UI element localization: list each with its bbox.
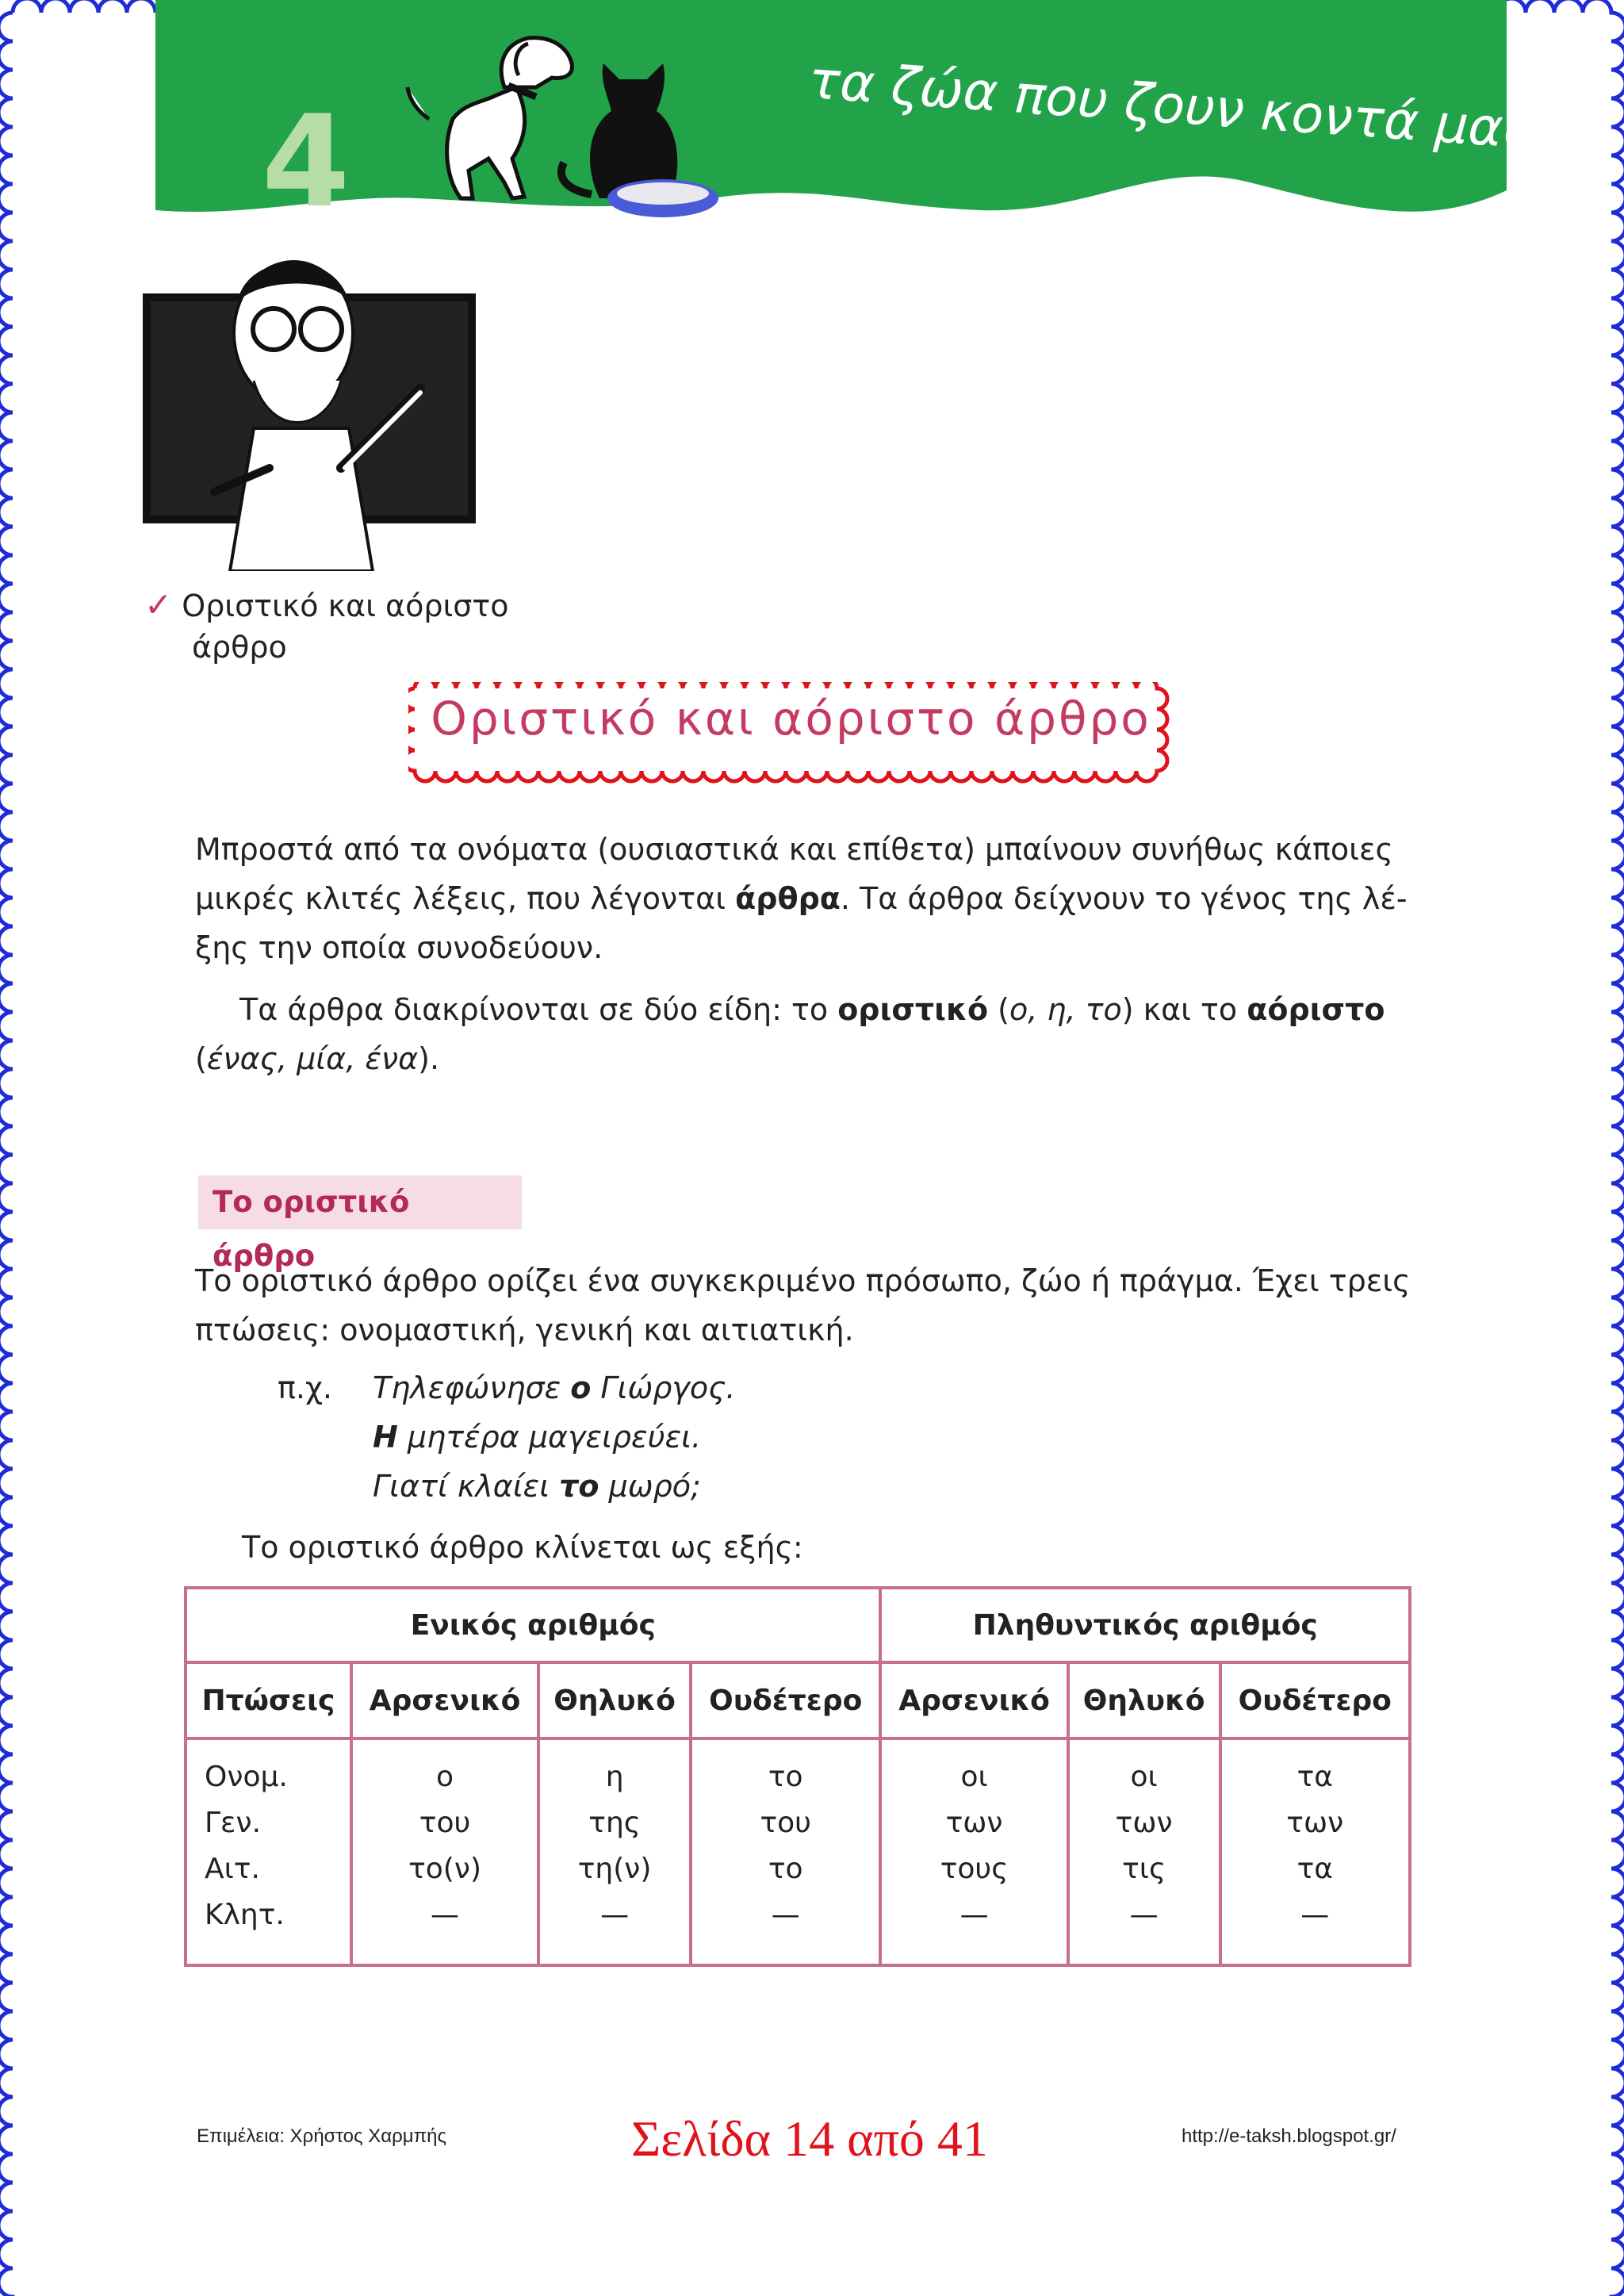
ex3-a: Γιατί κλαίει	[373, 1469, 560, 1504]
col-sg-masculine: Αρσενικό	[351, 1662, 538, 1738]
teacher-illustration	[135, 230, 492, 571]
ex1-c: Γιώργος.	[591, 1370, 736, 1405]
footer-link[interactable]: http://e-taksh.blogspot.gr/	[1182, 2125, 1396, 2147]
table-cell: του	[419, 1807, 471, 1839]
ex2-article: Η	[373, 1420, 398, 1455]
table-cell: η	[605, 1761, 624, 1793]
intro-paragraph-1	[195, 825, 1416, 972]
pl-masculine-cell	[880, 1738, 1067, 1965]
table-cell: των	[945, 1807, 1003, 1839]
lesson-title: Οριστικό και αόριστο άρθρο	[431, 692, 1151, 746]
table-cell: το	[768, 1853, 803, 1885]
sg-neuter-cell	[691, 1738, 880, 1965]
ex2-b: μητέρα μαγειρεύει.	[397, 1420, 702, 1455]
table-cell: τη(ν)	[577, 1853, 652, 1885]
pl-neuter-cell	[1220, 1738, 1410, 1965]
case-vocative: Κλητ.	[205, 1899, 285, 1931]
example-label: π.χ.	[278, 1370, 332, 1405]
col-cases: Πτώσεις	[186, 1662, 351, 1738]
objective-line-2: άρθρο	[192, 630, 287, 665]
table-cell: της	[588, 1807, 641, 1839]
p2-text-b: (	[988, 992, 1009, 1027]
indefinite-forms: ένας, μία, ένα	[206, 1041, 419, 1076]
table-cell: —	[431, 1899, 460, 1931]
table-cell: οι	[960, 1761, 988, 1793]
case-genitive: Γεν.	[205, 1807, 262, 1839]
col-pl-feminine: Θηλυκό	[1068, 1662, 1220, 1738]
table-cell: το(ν)	[408, 1853, 481, 1885]
table-cell: —	[1129, 1899, 1159, 1931]
chapter-title: τα ζώα που ζουν κοντά μας	[806, 49, 1536, 161]
p2-text-c: ) και το	[1121, 992, 1247, 1027]
ex3-article: το	[559, 1469, 599, 1504]
table-cell: ο	[436, 1761, 454, 1793]
table-cell: τις	[1122, 1853, 1166, 1885]
sg-feminine-cell	[538, 1738, 691, 1965]
singular-header: Ενικός αριθμός	[186, 1588, 880, 1662]
table-number-row	[186, 1588, 1410, 1662]
table-cell: —	[959, 1899, 989, 1931]
objective-line-1: Οριστικό και αόριστο	[182, 588, 509, 623]
table-cell: του	[760, 1807, 811, 1839]
table-cell: των	[1115, 1807, 1173, 1839]
intro-text: Μπροστά από τα ονόματα (ουσιαστικά και επίθετα) μπαίνουν συνήθως κάποιες μικρές κλιτές λέξεις, που λέγονται	[195, 832, 1393, 916]
ex3-c: μωρό;	[599, 1469, 701, 1504]
p2-text-a: Τα άρθρα διακρίνονται σε δύο είδη: το	[239, 992, 838, 1027]
declension-table	[184, 1586, 1411, 1967]
section-heading: Το οριστικό άρθρο	[198, 1175, 522, 1229]
p2-text-d: (	[195, 1041, 207, 1076]
declension-intro: Το οριστικό άρθρο κλίνεται ως εξής:	[242, 1530, 803, 1565]
col-pl-masculine: Αρσενικό	[880, 1662, 1067, 1738]
term-articles: άρθρα	[735, 881, 841, 916]
table-cell: τους	[940, 1853, 1009, 1885]
plural-header: Πληθυντικός αριθμός	[880, 1588, 1410, 1662]
objective-item	[144, 581, 509, 631]
table-cell: —	[600, 1899, 630, 1931]
ex1-a: Τηλεφώνησε	[373, 1370, 571, 1405]
example-3	[373, 1469, 701, 1504]
ex1-article: ο	[570, 1370, 592, 1405]
footer-author: Επιμέλεια: Χρήστος Χαρμπής	[197, 2125, 447, 2147]
col-sg-feminine: Θηλυκό	[538, 1662, 691, 1738]
term-indefinite: αόριστο	[1247, 992, 1385, 1027]
term-definite: οριστικό	[837, 992, 989, 1027]
check-icon: ✓	[144, 585, 173, 624]
table-row	[186, 1738, 1410, 1965]
table-cell: τα	[1297, 1761, 1333, 1793]
col-sg-neuter: Ουδέτερο	[691, 1662, 880, 1738]
intro-text-end: . Τα άρθρα δείχνουν το γένος της λέ-ξης την οποία συνοδεύουν.	[195, 881, 1408, 965]
table-cell: —	[1300, 1899, 1330, 1931]
case-nominative: Ονομ.	[205, 1761, 288, 1793]
table-cell: το	[768, 1761, 803, 1793]
case-accusative: Αιτ.	[205, 1853, 260, 1885]
chapter-number: 4	[262, 87, 350, 236]
footer-page-number: Σελίδα 14 από 41	[631, 2110, 988, 2167]
table-cell: τα	[1297, 1853, 1333, 1885]
intro-paragraph-2	[195, 985, 1416, 1083]
table-cell: των	[1286, 1807, 1344, 1839]
col-pl-neuter: Ουδέτερο	[1220, 1662, 1410, 1738]
pl-feminine-cell	[1068, 1738, 1220, 1965]
cases-cell	[186, 1738, 351, 1965]
section-text: Το οριστικό άρθρο ορίζει ένα συγκεκριμένο πρόσωπο, ζώο ή πράγμα. Έχει τρεις πτώσεις: ονομαστική, γενική και αιτιατική.	[195, 1263, 1411, 1347]
example-1	[373, 1370, 736, 1405]
sg-masculine-cell	[351, 1738, 538, 1965]
p2-text-e: ).	[418, 1041, 440, 1076]
table-cell: οι	[1130, 1761, 1158, 1793]
table-cell: —	[771, 1899, 800, 1931]
table-header-row	[186, 1662, 1410, 1738]
example-2	[373, 1420, 701, 1455]
definite-forms: ο, η, το	[1009, 992, 1122, 1027]
